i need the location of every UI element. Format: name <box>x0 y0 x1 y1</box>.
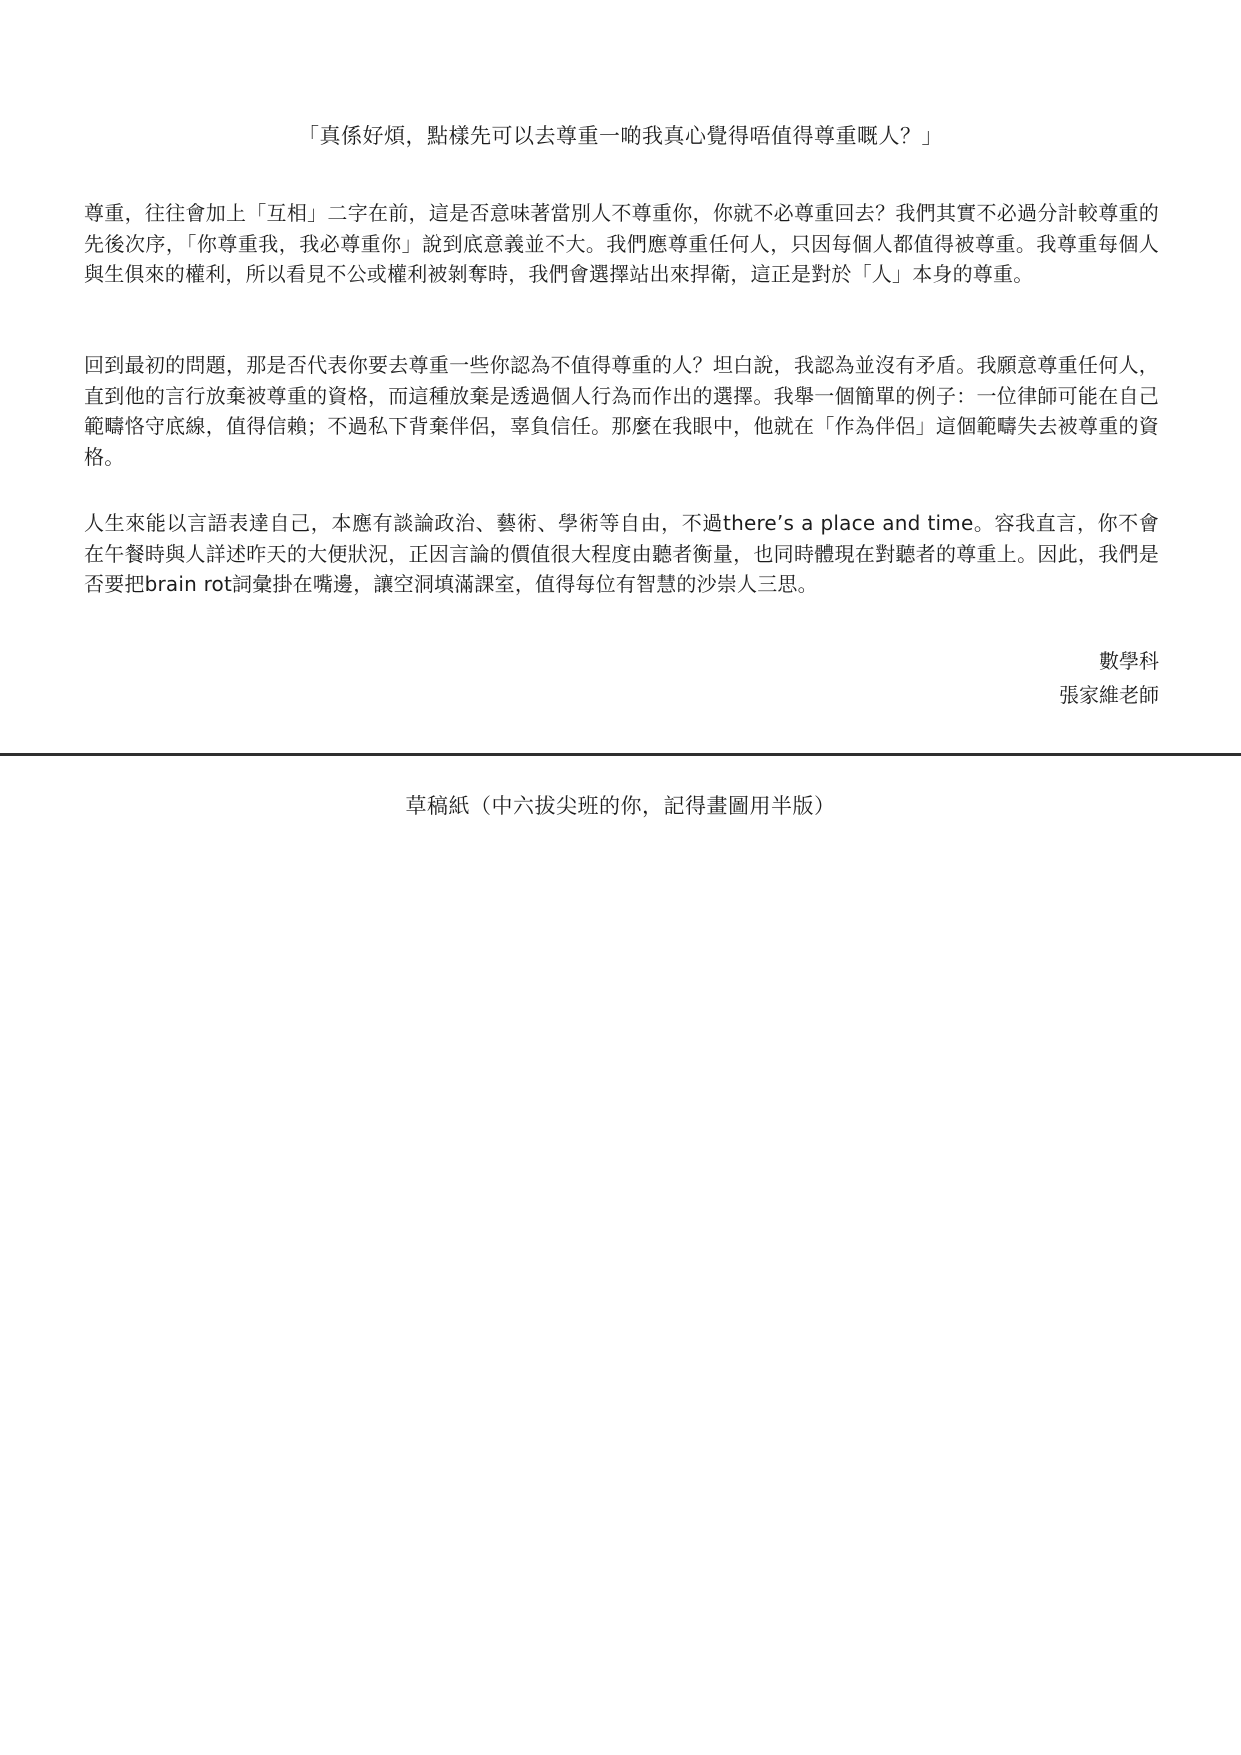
signature-department: 數學科 <box>1099 649 1159 673</box>
signature-block <box>84 644 1159 712</box>
body-paragraph-speech: 人生來能以言語表達自己，本應有談論政治、藝術、學術等自由，不過there’s a place and time。容我直言，你不會在午餐時與人詳述昨天的大便狀況，正因言論的價值很大程度由聽者衡量，也同時體現在對聽者的尊重上。因此，我們是否要把brain rot詞彙掛在嘴邊，讓空洞填滿課室，值得每位有智慧的沙崇人三思。 <box>84 511 1159 596</box>
quote-title: 「真係好煩，點樣先可以去尊重一啲我真心覺得唔值得尊重嘅人？」 <box>298 124 943 148</box>
body-paragraph-respect: 尊重，往往會加上「互相」二字在前，這是否意味著當別人不尊重你，你就不必尊重回去？我們其實不必過分計較尊重的先後次序，「你尊重我，我必尊重你」說到底意義並不大。我們應尊重任何人，只因每個人都值得被尊重。我尊重每個人與生俱來的權利，所以看見不公或權利被剝奪時，我們會選擇站出來捍衛，這正是對於「人」本身的尊重。 <box>84 201 1159 286</box>
body-paragraph-answer: 回到最初的問題，那是否代表你要去尊重一些你認為不值得尊重的人？坦白說，我認為並沒有矛盾。我願意尊重任何人，直到他的言行放棄被尊重的資格，而這種放棄是透過個人行為而作出的選擇。我舉一個簡單的例子：一位律師可能在自己範疇恪守底線，值得信賴；不過私下背棄伴侶，辜負信任。那麼在我眼中，他就在「作為伴侶」這個範疇失去被尊重的資格。 <box>84 353 1159 469</box>
scratch-paper-label: 草稿紙（中六拔尖班的你，記得畫圖用半版） <box>405 794 836 818</box>
section-divider <box>0 753 1241 756</box>
signature-teacher: 張家維老師 <box>1059 683 1159 707</box>
